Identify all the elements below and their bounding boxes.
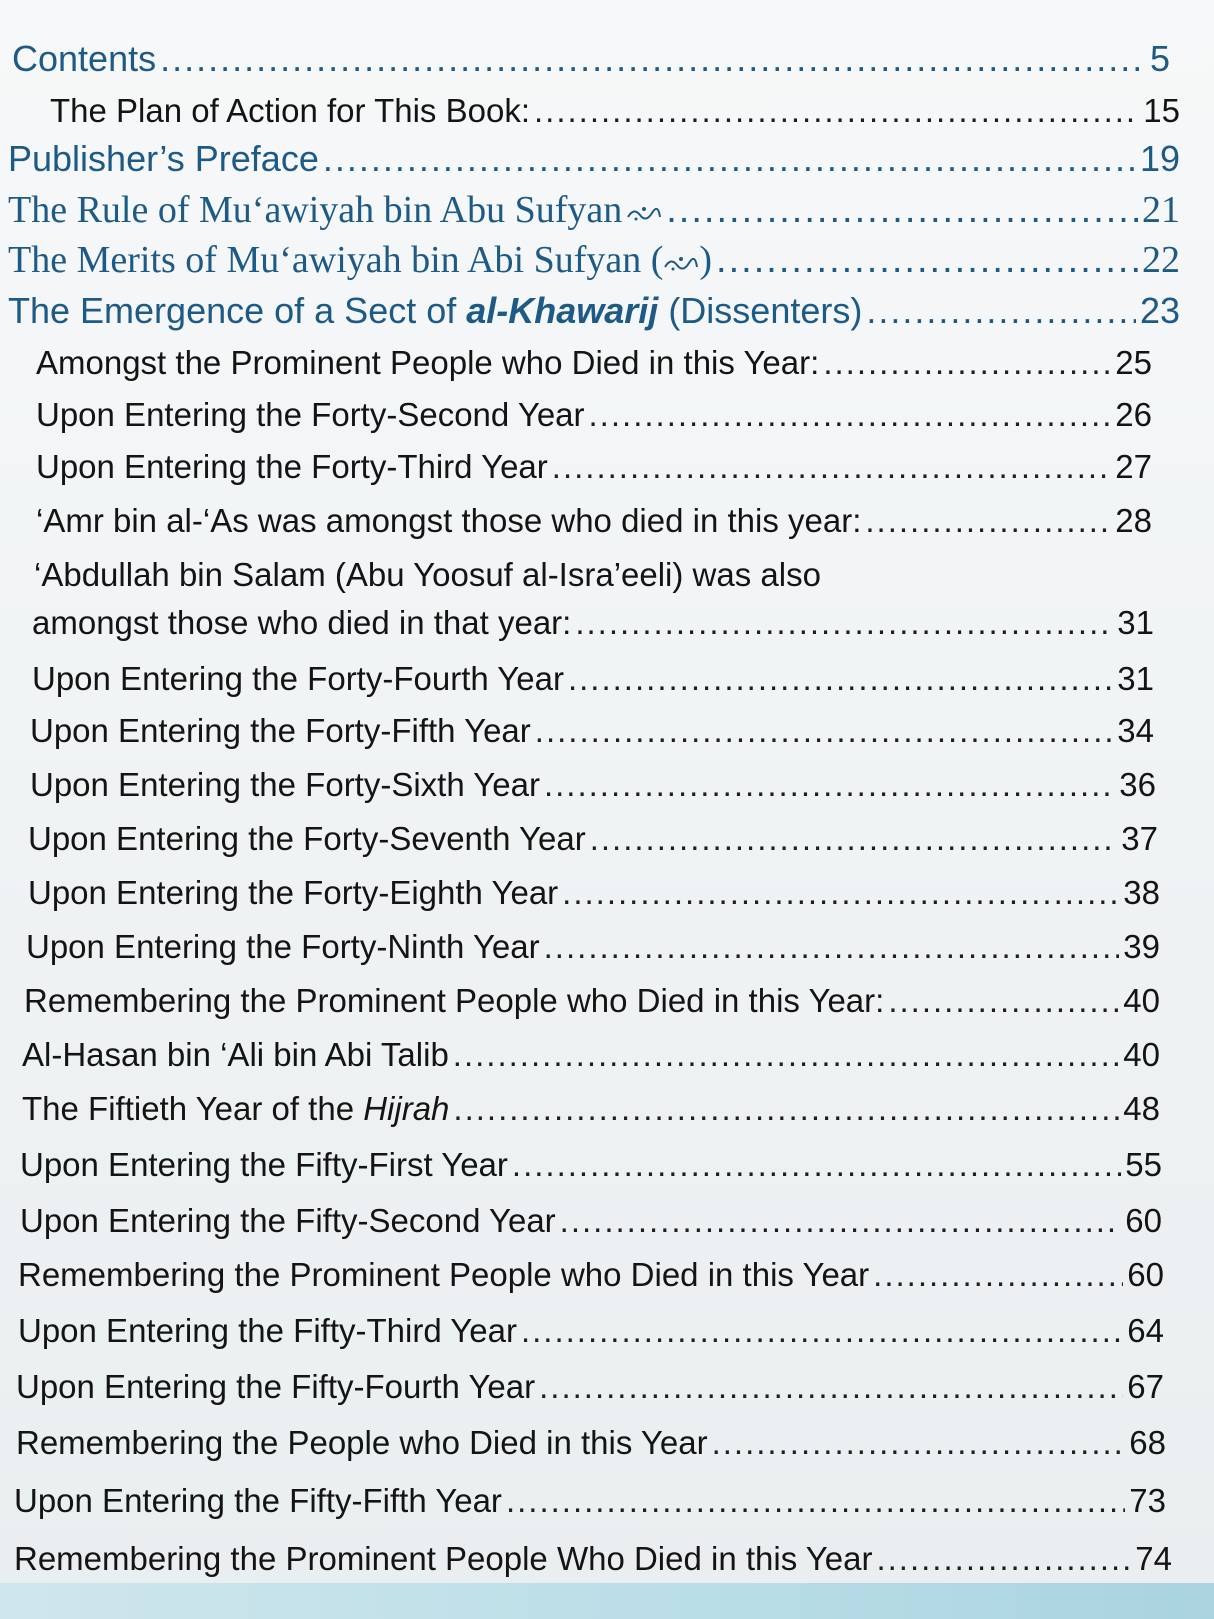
leader-dots bbox=[512, 1146, 1121, 1184]
honorific-seal-icon bbox=[663, 253, 699, 273]
toc-entry-emergence bbox=[8, 290, 1180, 332]
toc-title: Upon Entering the Forty-Fourth Year bbox=[32, 660, 564, 697]
toc-page-number: 38 bbox=[1123, 874, 1160, 911]
toc-page-number: 25 bbox=[1115, 344, 1152, 381]
toc-title: Upon Entering the Fifty-Third Year bbox=[18, 1312, 517, 1349]
toc-title: Upon Entering the Fifty-Fourth Year bbox=[16, 1368, 536, 1405]
page-edge-strip bbox=[0, 1583, 1214, 1619]
toc-title-italic: Hijrah bbox=[363, 1090, 450, 1127]
toc-page-number: 27 bbox=[1115, 448, 1152, 485]
toc-entry bbox=[30, 712, 1154, 750]
toc-title: Upon Entering the Fifty-Fifth Year bbox=[14, 1482, 502, 1519]
toc-title: Upon Entering the Forty-Second Year bbox=[36, 396, 585, 433]
toc-entry bbox=[36, 396, 1152, 434]
toc-page-number: 23 bbox=[1139, 290, 1180, 331]
leader-dots bbox=[544, 928, 1120, 966]
toc-page-number: 31 bbox=[1117, 604, 1154, 641]
leader-dots bbox=[562, 874, 1119, 912]
toc-page-number: 74 bbox=[1135, 1540, 1172, 1577]
leader-dots bbox=[453, 1036, 1119, 1074]
toc-page-number: 36 bbox=[1119, 766, 1156, 803]
toc-title: Remembering the People who Died in this Year bbox=[16, 1424, 708, 1461]
toc-title: Remembering the Prominent People who Died in this Year bbox=[18, 1256, 870, 1293]
toc-title: Upon Entering the Forty-Third Year bbox=[36, 448, 548, 485]
toc-page-number: 22 bbox=[1142, 239, 1180, 281]
leader-dots bbox=[876, 1540, 1131, 1578]
toc-title: Remembering the Prominent People who Died in this Year: bbox=[24, 982, 885, 1019]
toc-page-number: 40 bbox=[1123, 982, 1160, 1019]
toc-entry-plan bbox=[50, 92, 1180, 130]
leader-dots bbox=[539, 1368, 1123, 1406]
leader-dots bbox=[453, 1090, 1119, 1128]
toc-title-italic: al-Khawarij bbox=[466, 290, 659, 331]
leader-dots bbox=[575, 604, 1113, 642]
toc-page-number: 48 bbox=[1123, 1090, 1160, 1127]
toc-title-close: ) bbox=[699, 239, 713, 281]
toc-entry bbox=[32, 660, 1154, 698]
toc-entry bbox=[18, 1312, 1164, 1350]
toc-page-number: 37 bbox=[1121, 820, 1158, 857]
toc-title: Remembering the Prominent People Who Died in this Year bbox=[14, 1540, 873, 1577]
toc-title: Upon Entering the Forty-Sixth Year bbox=[30, 766, 540, 803]
honorific-seal-icon bbox=[626, 203, 662, 223]
toc-entry bbox=[20, 1146, 1162, 1184]
leader-dots bbox=[521, 1312, 1123, 1350]
toc-title: Upon Entering the Fifty-Second Year bbox=[20, 1202, 556, 1239]
leader-dots bbox=[590, 820, 1118, 858]
leader-dots bbox=[506, 1482, 1125, 1520]
toc-entry bbox=[30, 766, 1156, 804]
toc-title-part: The Emergence of a Sect of bbox=[8, 290, 467, 331]
toc-entry bbox=[18, 1256, 1164, 1294]
toc-title: amongst those who died in that year: bbox=[32, 604, 572, 641]
leader-dots bbox=[535, 712, 1114, 750]
toc-title bbox=[8, 290, 862, 332]
toc-entry bbox=[36, 344, 1152, 382]
toc-title-text: The Rule of Mu‘awiyah bin Abu Sufyan bbox=[8, 189, 623, 231]
toc-entry bbox=[16, 1368, 1164, 1406]
toc-entry bbox=[36, 448, 1152, 486]
leader-dots bbox=[873, 1256, 1123, 1294]
toc-title: Al-Hasan bin ‘Ali bin Abi Talib bbox=[22, 1036, 449, 1073]
toc-entry-merits bbox=[8, 238, 1180, 282]
leader-dots bbox=[560, 1202, 1122, 1240]
toc-page-number: 64 bbox=[1127, 1312, 1164, 1349]
toc-page-number: 21 bbox=[1142, 189, 1180, 231]
toc-entry bbox=[22, 1036, 1160, 1074]
toc-title: Upon Entering the Forty-Fifth Year bbox=[30, 712, 531, 749]
leader-dots bbox=[866, 290, 1136, 332]
leader-dots bbox=[568, 660, 1113, 698]
toc-title-text: The Merits of Mu‘awiyah bin Abi Sufyan ( bbox=[8, 239, 664, 281]
toc-page-number: 39 bbox=[1123, 928, 1160, 965]
toc-entry bbox=[36, 502, 1152, 540]
toc-entry bbox=[28, 874, 1160, 912]
toc-entry bbox=[20, 1202, 1162, 1240]
toc-title bbox=[8, 188, 662, 232]
toc-title: Publisher’s Preface bbox=[8, 138, 319, 179]
toc-title bbox=[22, 1090, 449, 1128]
leader-dots bbox=[865, 502, 1111, 540]
toc-page-number: 60 bbox=[1125, 1202, 1162, 1239]
leader-dots bbox=[534, 92, 1139, 130]
toc-page-number: 15 bbox=[1143, 92, 1180, 129]
toc-page-number: 28 bbox=[1115, 502, 1152, 539]
leader-dots bbox=[544, 766, 1115, 804]
toc-page-number: 34 bbox=[1117, 712, 1154, 749]
toc-title-part: (Dissenters) bbox=[658, 290, 863, 331]
toc-page-number: 5 bbox=[1149, 38, 1170, 79]
toc-title: Contents bbox=[12, 38, 157, 79]
leader-dots bbox=[323, 138, 1136, 180]
toc-entry-contents bbox=[12, 38, 1170, 80]
toc-entry bbox=[16, 1424, 1166, 1462]
toc-page-number: 73 bbox=[1129, 1482, 1166, 1519]
toc-entry-fiftieth bbox=[22, 1090, 1160, 1128]
toc-entry bbox=[28, 820, 1158, 858]
toc-page-number: 67 bbox=[1127, 1368, 1164, 1405]
leader-dots bbox=[160, 38, 1146, 80]
toc-title: The Plan of Action for This Book: bbox=[50, 92, 530, 129]
toc-page-number: 26 bbox=[1115, 396, 1152, 433]
leader-dots bbox=[888, 982, 1119, 1020]
toc-entry-rule bbox=[8, 188, 1180, 232]
toc-title: Upon Entering the Forty-Ninth Year bbox=[26, 928, 540, 965]
leader-dots bbox=[716, 239, 1138, 282]
toc-entry-abdullah-line1: ‘Abdullah bin Salam (Abu Yoosuf al-Isra’eeli) was also bbox=[34, 556, 821, 593]
toc-title: Upon Entering the Forty-Eighth Year bbox=[28, 874, 559, 911]
toc-entry-abdullah bbox=[32, 604, 1154, 642]
toc-page-number: 68 bbox=[1129, 1424, 1166, 1461]
leader-dots bbox=[589, 396, 1112, 434]
toc-page-number: 60 bbox=[1127, 1256, 1164, 1293]
toc-entry bbox=[26, 928, 1160, 966]
toc-title: Amongst the Prominent People who Died in this Year: bbox=[36, 344, 820, 381]
toc-entry bbox=[24, 982, 1160, 1020]
toc-title bbox=[8, 238, 712, 282]
toc-entry bbox=[14, 1482, 1166, 1520]
toc-page-number: 31 bbox=[1117, 660, 1154, 697]
toc-entry bbox=[14, 1540, 1172, 1578]
leader-dots bbox=[552, 448, 1112, 486]
toc-entry-preface bbox=[8, 138, 1180, 180]
toc-title: Upon Entering the Fifty-First Year bbox=[20, 1146, 508, 1183]
leader-dots bbox=[823, 344, 1111, 382]
toc-page-number: 19 bbox=[1139, 138, 1180, 179]
toc-page-number: 40 bbox=[1123, 1036, 1160, 1073]
leader-dots bbox=[712, 1424, 1126, 1462]
toc-title: Upon Entering the Forty-Seventh Year bbox=[28, 820, 586, 857]
toc-title: ‘Amr bin al-‘As was amongst those who died in this year: bbox=[36, 502, 862, 539]
toc-title-part: The Fiftieth Year of the bbox=[22, 1090, 364, 1127]
leader-dots bbox=[666, 189, 1138, 232]
toc-page-number: 55 bbox=[1125, 1146, 1162, 1183]
